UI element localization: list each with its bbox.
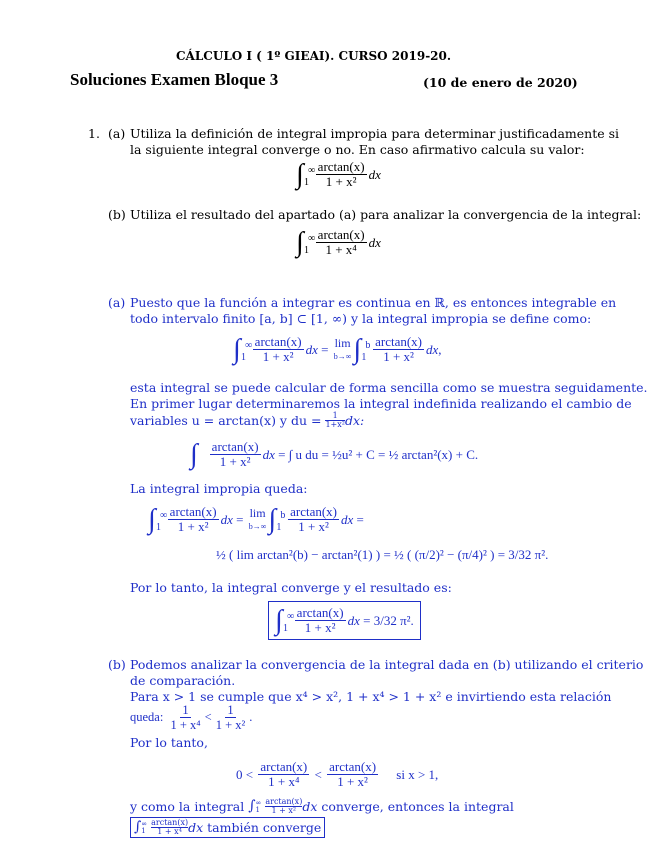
solution-a-p3: esta integral se puede calcular de forma sencilla como se muestra seguidamente. (130, 380, 648, 395)
solution-a-p5: variables u = arctan(x) y du = $\frac{1}{\text{1+x²}}$ dx: (130, 411, 365, 429)
solution-a-p6: La integral impropia queda: (130, 481, 308, 496)
improper-evaluation-line2: ½ ( lim arctan²(b) − arctan²(1) ) = ½ ( (π/2)² − (π/4)² ) = 3/32 π². (216, 547, 549, 562)
solution-a-p7: Por lo tanto, la integral converge y el resultado es: (130, 580, 452, 595)
part-a-label: (a) (108, 126, 126, 141)
integral-b: ∫ ∞ 1 $\frac{\arctan(x)}{\text{1 + x⁴}}$ dx (296, 226, 381, 258)
solution-b-p3: Para x > 1 se cumple que x⁴ > x², 1 + x⁴ > 1 + x² e invirtiendo esta relación (130, 689, 612, 704)
part-b-text: Utiliza el resultado del apartado (a) para analizar la convergencia de la integral: (130, 207, 642, 222)
solution-a-p2: todo intervalo finito [a, b] ⊂ [1, ∞) y la integral impropia se define como: (130, 311, 592, 326)
solution-a-p4: En primer lugar determinaremos la integral indefinida realizando el cambio de (130, 396, 632, 411)
indefinite-integral: ∫ $\frac{\arctan(x)}{\text{1 + x²}}$ dx = ∫ u du = ½u² + C = ½ arctan²(x) + C. (190, 438, 479, 470)
part-b-label: (b) (108, 207, 126, 222)
page-title: Soluciones Examen Bloque 3 (70, 70, 279, 89)
part-a-text-1: Utiliza la definición de integral impropia para determinar justificadamente si (130, 126, 620, 141)
solution-b-p6: y como la integral ∫ ∞ 1 arctan(x) 1 + x² dx converge, entonces la integral (130, 797, 514, 815)
solution-b-p1: Podemos analizar la convergencia de la integral dada en (b) utilizando el criterio (130, 657, 644, 672)
solution-b-p5: Por lo tanto, (130, 735, 208, 750)
solution-b-p4: queda: $\frac{1}{\text{1 + x⁴}}$ < $\frac{1}{\text{1 + x²}}$ . (130, 703, 253, 732)
improper-evaluation-line1: ∫ ∞ 1 $\frac{\arctan(x)}{\text{1 + x²}}$ dx = lim b→∞ ∫ b 1 $\frac{\arctan(x)}{\text{1 + x²}}$ dx = (148, 503, 364, 535)
improper-definition: ∫ ∞ 1 $\frac{\arctan(x)}{\text{1 + x²}}$ dx = lim b→∞ ∫ b 1 $\frac{\arctan(x)}{\text{1 + x²}}$ dx , (233, 333, 442, 365)
course-header: CÁLCULO I ( 1º GIEAI). CURSO 2019-20. (176, 49, 452, 63)
solution-b-p2: de comparación. (130, 673, 236, 688)
solution-a-p1: Puesto que la función a integrar es continua en ℝ, es entonces integrable en (130, 295, 617, 310)
solution-a-label: (a) (108, 295, 126, 310)
part-a-text-2: la siguiente integral converge o no. En caso afirmativo calcula su valor: (130, 142, 585, 157)
conclusion-box: ∫ ∞ 1 arctan(x) 1 + x⁴ dx también converge (130, 817, 325, 838)
problem-number: 1. (88, 126, 100, 141)
exam-date: (10 de enero de 2020) (423, 75, 578, 90)
integral-a: ∫ ∞ 1 $\frac{\arctan(x)}{\text{1 + x²}}$ dx (296, 158, 381, 190)
result-box: ∫ ∞ 1 $\frac{\arctan(x)}{\text{1 + x²}}$ dx = 3/32 π². (268, 601, 421, 640)
solution-b-label: (b) (108, 657, 126, 672)
comparison-inequality: 0 < $\frac{\arctan(x)}{\text{1 + x⁴}}$ < $\frac{\arctan(x)}{\text{1 + x²}}$ si x > 1, (236, 759, 439, 789)
